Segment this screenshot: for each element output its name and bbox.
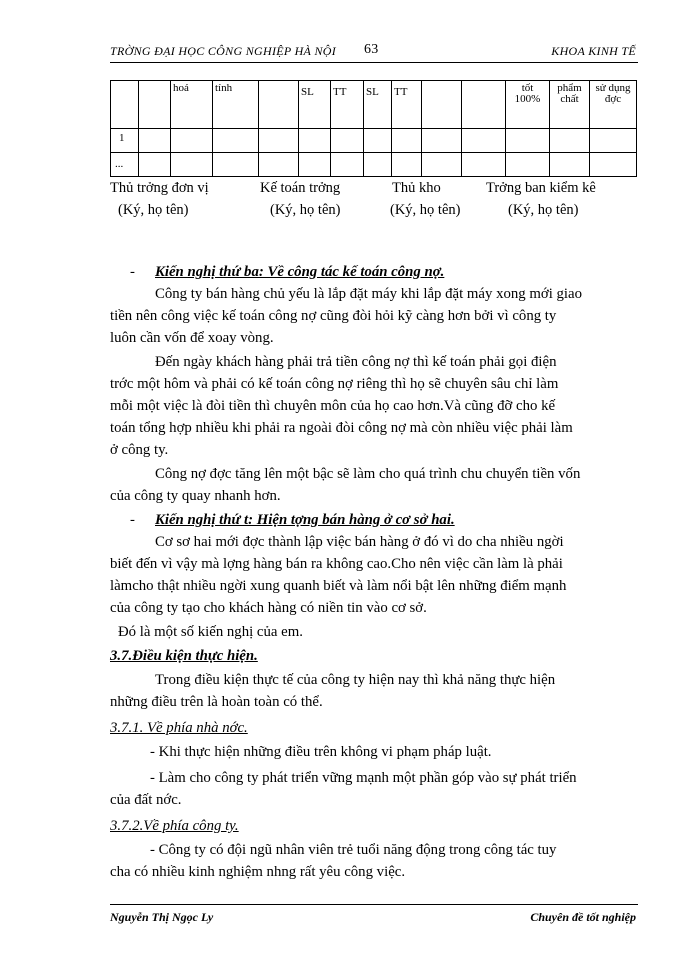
paragraph-line: biết đến vì vậy mà lợng hàng bán ra không cao.Cho nên việc cần làm là phải — [110, 556, 563, 572]
section-heading: Kiến nghị thứ t: Hiện tợng bán hàng ở cơ sở hai. — [155, 512, 455, 528]
header-rule — [110, 62, 638, 63]
table-cell — [139, 81, 171, 129]
paragraph-line: Đến ngày khách hàng phải trả tiền công nợ thì kế toán phải gọi điện — [155, 354, 557, 370]
paragraph-line: của công ty tạo cho khách hàng có niền tin vào cơ sở. — [110, 600, 427, 616]
paragraph-line: tiền nên công việc kế toán công nợ cũng đòi hỏi kỹ càng hơn bởi vì công ty — [110, 308, 557, 324]
header-faculty: KHOA KINH TẾ — [551, 44, 636, 58]
paragraph-line: - Khi thực hiện những điều trên không vi phạm pháp luật. — [150, 744, 492, 760]
paragraph-line: trớc một hôm và phải có kế toán công nợ riêng thì họ sẽ chuyên sâu chỉ làm — [110, 376, 559, 392]
footer-rule — [110, 904, 638, 905]
table-cell: phẩm chất — [550, 81, 590, 129]
signature-note: (Ký, họ tên) — [508, 202, 579, 218]
bullet-dash: - — [130, 512, 135, 528]
page-number: 63 — [364, 42, 379, 57]
signature-title: Trởng ban kiểm kê — [486, 180, 596, 196]
paragraph-line: của công ty quay nhanh hơn. — [110, 488, 281, 504]
table-cell: sử dụng đợc — [590, 81, 637, 129]
paragraph-line: Công nợ đợc tăng lên một bậc sẽ làm cho quá trình chu chuyển tiền vốn — [155, 466, 581, 482]
signature-title: Kế toán trởng — [260, 180, 341, 196]
table-row — [111, 129, 637, 153]
table-header-row — [111, 81, 637, 129]
section-heading: Kiến nghị thứ ba: Về công tác kế toán công nợ. — [155, 264, 445, 280]
paragraph-line: mỗi một việc là đòi tiền thì chuyên môn của họ cao hơn.Và cũng đỡ cho kế — [110, 398, 556, 414]
paragraph-line: Công ty bán hàng chủ yếu là lắp đặt máy khi lắp đặt máy xong mới giao — [155, 286, 582, 302]
table-cell — [422, 81, 462, 129]
table-cell: ... — [111, 153, 139, 177]
signature-title: Thủ trởng đơn vị — [110, 180, 209, 196]
table-cell: SL — [299, 81, 331, 129]
paragraph-line: ở công ty. — [110, 442, 169, 458]
table-cell — [462, 81, 506, 129]
paragraph-line: cha có nhiều kinh nghiệm nhng rất yêu công việc. — [110, 864, 406, 880]
inventory-table — [110, 80, 637, 177]
paragraph-line: Trong điều kiện thực tế của công ty hiện nay thì khả năng thực hiện — [155, 672, 556, 688]
footer-title: Chuyên đề tốt nghiệp — [530, 910, 636, 924]
paragraph-line: - Công ty có đội ngũ nhân viên trẻ tuổi năng động trong công tác tuy — [150, 842, 557, 858]
section-heading: 3.7.Điều kiện thực hiện. — [110, 648, 258, 664]
paragraph-line: - Làm cho công ty phát triển vững mạnh một phần góp vào sự phát triển — [150, 770, 577, 786]
page-header — [110, 42, 636, 60]
table-cell: 1 — [111, 129, 139, 153]
table-cell — [111, 81, 139, 129]
header-school: TRỜNG ĐẠI HỌC CÔNG NGHIỆP HÀ NỘI — [110, 44, 337, 58]
paragraph-line: luôn cần vốn để xoay vòng. — [110, 330, 274, 346]
table-cell: hoá — [171, 81, 213, 129]
signature-note: (Ký, họ tên) — [270, 202, 341, 218]
paragraph-line: của đất nớc. — [110, 792, 182, 808]
subsection-heading: 3.7.1. Về phía nhà nớc. — [110, 720, 248, 736]
footer-author: Nguyễn Thị Ngọc Ly — [110, 910, 214, 924]
table-cell: SL — [364, 81, 392, 129]
page-footer — [110, 910, 636, 925]
signature-note: (Ký, họ tên) — [118, 202, 189, 218]
bullet-dash: - — [130, 264, 135, 280]
subsection-heading: 3.7.2.Về phía công ty. — [110, 818, 239, 834]
paragraph-line: những điều trên là hoàn toàn có thể. — [110, 694, 323, 710]
table-cell: TT — [392, 81, 422, 129]
table-row — [111, 153, 637, 177]
paragraph-line: Đó là một số kiến nghị của em. — [118, 624, 303, 640]
paragraph-line: làmcho thật nhiều ngời xung quanh biết và làm nổi bật lên những điểm mạnh — [110, 578, 567, 594]
table-cell: tốt 100% — [506, 81, 550, 129]
signature-note: (Ký, họ tên) — [390, 202, 461, 218]
paragraph-line: Cơ sơ hai mới đợc thành lập việc bán hàng ở đó vì do cha nhiều ngời — [155, 534, 564, 550]
paragraph-line: toán tổng hợp nhiều khi phải ra ngoài đòi công nợ mà còn nhiều việc phải làm — [110, 420, 573, 436]
signature-title: Thủ kho — [392, 180, 441, 196]
table-cell: TT — [331, 81, 364, 129]
table-cell — [259, 81, 299, 129]
table-cell: tính — [213, 81, 259, 129]
